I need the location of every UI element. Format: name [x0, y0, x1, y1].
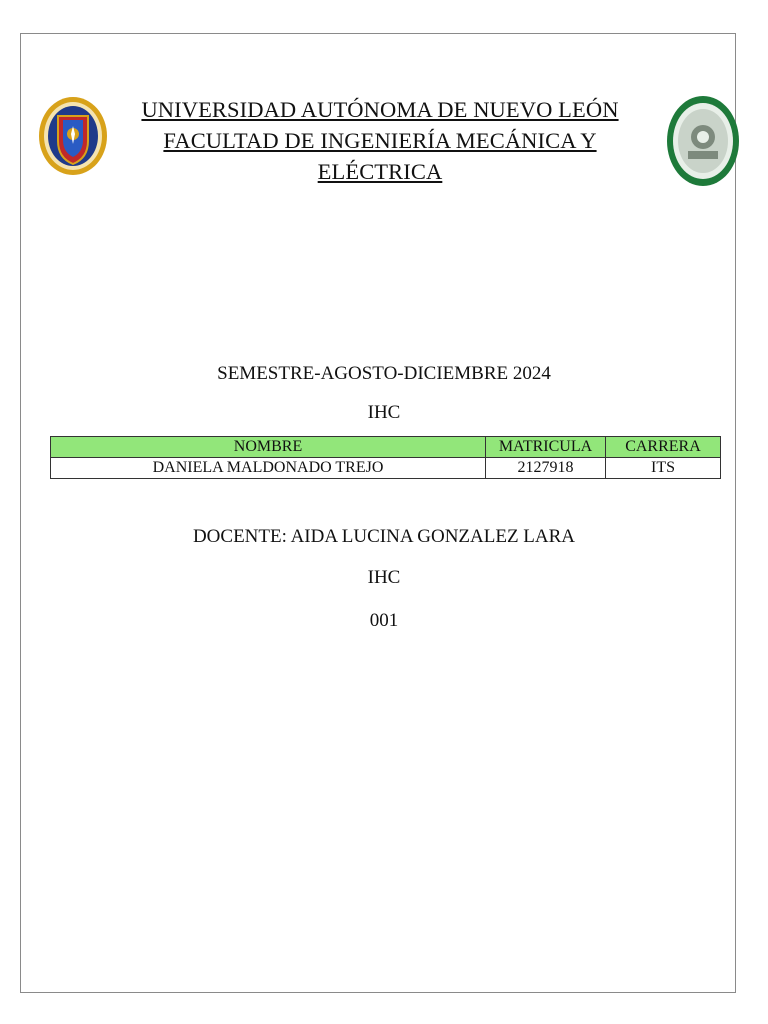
cell-nombre: DANIELA MALDONADO TREJO [51, 458, 486, 479]
column-header-matricula: MATRICULA [486, 437, 606, 458]
cell-matricula: 2127918 [486, 458, 606, 479]
course-name-top: IHC [367, 402, 401, 423]
page-title [110, 94, 650, 187]
column-header-carrera: CARRERA [606, 437, 721, 458]
uanl-shield-seal-icon [38, 96, 108, 176]
title-line-university: UNIVERSIDAD AUTÓNOMA DE NUEVO LEÓN [141, 97, 619, 122]
student-info-table [50, 436, 721, 479]
cell-carrera: ITS [606, 458, 721, 479]
group-number: 001 [369, 610, 399, 631]
semester-label: SEMESTRE-AGOSTO-DICIEMBRE 2024 [217, 363, 551, 384]
title-line-faculty-cont: ELÉCTRICA [317, 159, 443, 184]
table-header-row [51, 437, 721, 458]
title-line-faculty: FACULTAD DE INGENIERÍA MECÁNICA Y [163, 128, 597, 153]
course-name-bottom: IHC [367, 567, 401, 588]
teacher-label: DOCENTE: AIDA LUCINA GONZALEZ LARA [192, 526, 576, 547]
fime-green-seal-icon [666, 95, 740, 187]
column-header-nombre: NOMBRE [51, 437, 486, 458]
table-row [51, 458, 721, 479]
